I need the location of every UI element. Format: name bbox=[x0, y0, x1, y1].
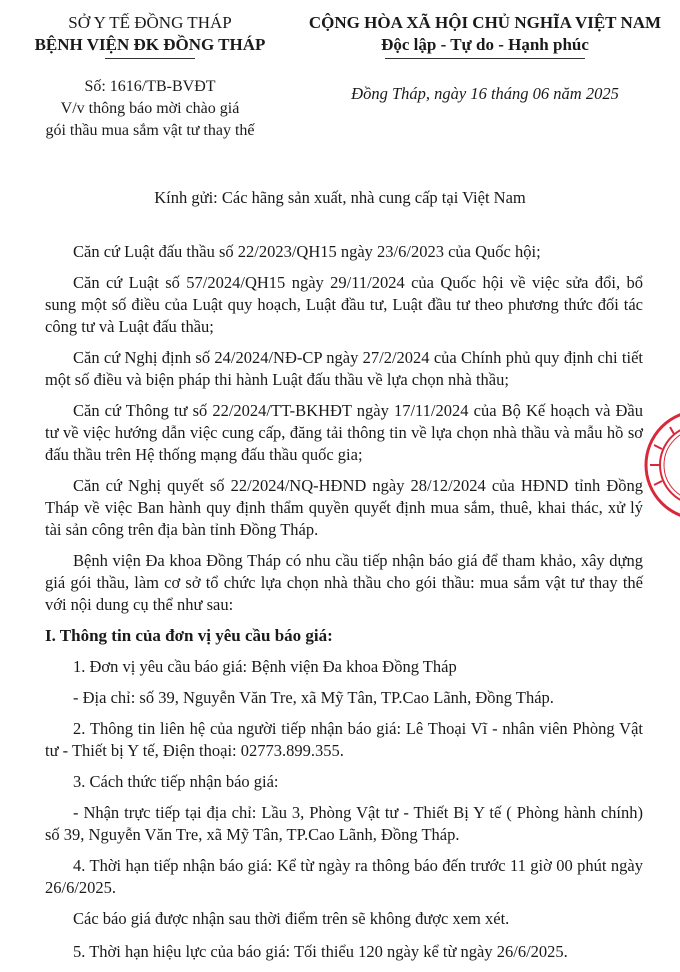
legal-basis-paragraph: Căn cứ Luật số 57/2024/QH15 ngày 29/11/2024 của Quốc hội về việc sửa đổi, bổ sung một số điều của Luật quy hoạch, Luật đầu tư, Luật đầu tư theo phương thức đối tác công tư và Luật đấu thầu; bbox=[45, 273, 643, 336]
section-title: I. Thông tin của đơn vị yêu cầu báo giá: bbox=[45, 626, 333, 645]
country-name: CỘNG HÒA XÃ HỘI CHỦ NGHĨA VIỆT NAM bbox=[308, 13, 662, 32]
section-item: - Nhận trực tiếp tại địa chỉ: Lầu 3, Phòng Vật tư - Thiết Bị Y tế ( Phòng hành chính) số 39, Nguyễn Văn Tre, xã Mỹ Tân, TP.Cao Lãnh, Đồng Tháp. bbox=[45, 803, 643, 844]
legal-basis-paragraph: Căn cứ Nghị quyết số 22/2024/NQ-HĐND ngày 28/12/2024 của HĐND tỉnh Đồng Tháp về việc Ban hành quy định thẩm quyền quyết định mua sắm, thuê, khai thác, xử lý tài sản công trên địa bàn tỉnh Đồng Tháp. bbox=[45, 476, 643, 539]
document-subject-line1: V/v thông báo mời chào giá bbox=[60, 100, 240, 117]
document-number: Số: 1616/TB-BVĐT bbox=[84, 78, 216, 95]
section-item: 2. Thông tin liên hệ của người tiếp nhận báo giá: Lê Thoại Vĩ - nhân viên Phòng Vật tư - Thiết bị Y tế, Điện thoại: 02773.899.355. bbox=[45, 719, 643, 760]
legal-basis-paragraph: Căn cứ Luật đấu thầu số 22/2023/QH15 ngày 23/6/2023 của Quốc hội; bbox=[73, 242, 541, 261]
department-name: SỞ Y TẾ ĐỒNG THÁP bbox=[68, 13, 232, 32]
section-item: 4. Thời hạn tiếp nhận báo giá: Kể từ ngày ra thông báo đến trước 11 giờ 00 phút ngày 26/6/2025. bbox=[45, 856, 643, 897]
document-subject-line2: gói thầu mua sắm vật tư thay thế bbox=[45, 122, 255, 139]
recipient-greeting: Kính gửi: Các hãng sản xuất, nhà cung cấp tại Việt Nam bbox=[154, 188, 526, 207]
section-item: 3. Cách thức tiếp nhận báo giá: bbox=[73, 772, 279, 791]
section-item: Các báo giá được nhận sau thời điểm trên sẽ không được xem xét. bbox=[73, 909, 510, 928]
red-seal-stamp bbox=[640, 405, 680, 525]
hospital-name: BỆNH VIỆN ĐK ĐỒNG THÁP bbox=[34, 35, 266, 54]
section-item: 5. Thời hạn hiệu lực của báo giá: Tối thiểu 120 ngày kể từ ngày 26/6/2025. bbox=[73, 942, 568, 961]
legal-basis-paragraph: Căn cứ Thông tư số 22/2024/TT-BKHĐT ngày 17/11/2024 của Bộ Kế hoạch và Đầu tư về việc hướng dẫn việc cung cấp, đăng tải thông tin về lựa chọn nhà thầu và mẫu hồ sơ đấu thầu trên Hệ thống mạng đấu thầu quốc gia; bbox=[45, 401, 643, 464]
document-date: Đồng Tháp, ngày 16 tháng 06 năm 2025 bbox=[351, 84, 619, 103]
seal-graphic bbox=[640, 405, 680, 525]
header-left-rule bbox=[105, 58, 195, 59]
national-title bbox=[300, 12, 670, 59]
request-paragraph: Bệnh viện Đa khoa Đồng Tháp có nhu cầu tiếp nhận báo giá để tham khảo, xây dựng giá gói thầu, làm cơ sở tổ chức lựa chọn nhà thầu cho gói thầu: mua sắm vật tư thay thế với nội dung cụ thể như sau: bbox=[45, 551, 643, 614]
header-right-rule bbox=[385, 58, 585, 59]
section-item: 1. Đơn vị yêu cầu báo giá: Bệnh viện Đa khoa Đồng Tháp bbox=[73, 657, 457, 676]
document-reference bbox=[30, 76, 270, 142]
section-item: - Địa chỉ: số 39, Nguyễn Văn Tre, xã Mỹ Tân, TP.Cao Lãnh, Đồng Tháp. bbox=[73, 688, 554, 707]
legal-basis-paragraph: Căn cứ Nghị định số 24/2024/NĐ-CP ngày 27/2/2024 của Chính phủ quy định chi tiết một số điều và biện pháp thi hành Luật đấu thầu về lựa chọn nhà thầu; bbox=[45, 348, 643, 389]
national-motto: Độc lập - Tự do - Hạnh phúc bbox=[381, 35, 589, 54]
document-body bbox=[45, 241, 643, 972]
issuing-organization bbox=[30, 12, 270, 59]
